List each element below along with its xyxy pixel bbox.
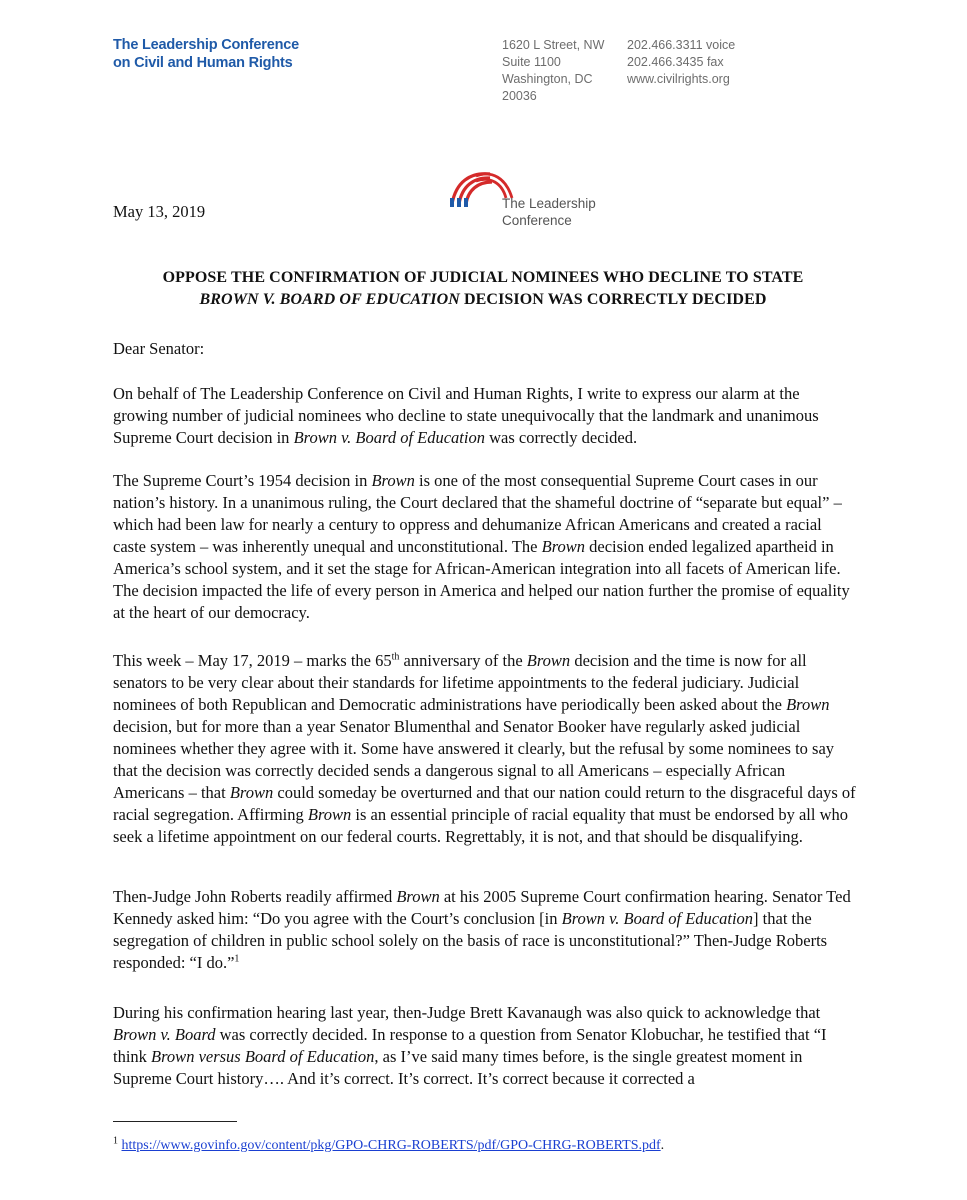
paragraph-5: During his confirmation hearing last year, then-Judge Brett Kavanaugh was also quick to acknowledge that Brown v. Board was correctly decided. In response to a question from Senator Klobuchar, he testified that “I think Brown versus Board of Education, as I’ve said many times before, is the single greatest moment in Supreme Court history…. And it’s correct. It’s correct. It’s correct because it corrected a	[113, 1003, 827, 1088]
logo-wordmark-line-2: Conference	[502, 213, 572, 228]
organization-name	[113, 36, 299, 72]
footnote-ref: 1	[234, 953, 240, 965]
title-line-2: BROWN V. BOARD OF EDUCATION DECISION WAS CORRECTLY DECIDED	[199, 291, 767, 308]
letter-title	[113, 267, 853, 311]
address-line: 1620 L Street, NW	[502, 38, 605, 52]
org-name-line-1: The Leadership Conference	[113, 37, 299, 53]
contact-info	[627, 37, 735, 88]
mailing-address	[502, 37, 604, 105]
address-line: Washington, DC	[502, 72, 593, 86]
phone-voice: 202.466.3311 voice	[627, 38, 736, 52]
address-line: Suite 1100	[502, 55, 561, 69]
paragraph-2: The Supreme Court’s 1954 decision in Brown is one of the most consequential Supreme Court cases in our nation’s history. In a unanimous ruling, the Court declared that the shameful doctrine of “separate but equal” – which had been law for nearly a century to oppress and dehumanize African Americans and created a racial caste system – was inherently unequal and unconstitutional. The Brown decision ended legalized apartheid in America’s school system, and it set the stage for African-American integration into all facets of American life. The decision impacted the life of every person in America and helped our nation further the promise of equality at the heart of our democracy.	[113, 471, 850, 622]
paragraph-1: On behalf of The Leadership Conference on Civil and Human Rights, I write to express our alarm at the growing number of judicial nominees who decline to state unequivocally that the landmark and unanimous Supreme Court decision in Brown v. Board of Education was correctly decided.	[113, 384, 819, 447]
footnote-link[interactable]: https://www.govinfo.gov/content/pkg/GPO-CHRG-ROBERTS/pdf/GPO-CHRG-ROBERTS.pdf	[121, 1138, 661, 1153]
salutation: Dear Senator:	[113, 339, 205, 358]
case-name: BROWN V. BOARD OF EDUCATION	[199, 291, 460, 308]
title-line-1: OPPOSE THE CONFIRMATION OF JUDICIAL NOMINEES WHO DECLINE TO STATE	[162, 269, 804, 286]
logo-wordmark-line-1: The Leadership	[502, 196, 596, 211]
letter-date: May 13, 2019	[113, 202, 206, 221]
address-line: 20036	[502, 89, 537, 103]
org-name-line-2: on Civil and Human Rights	[113, 55, 293, 71]
paragraph-3: This week – May 17, 2019 – marks the 65th anniversary of the Brown decision and the time is now for all senators to be very clear about their standards for lifetime appointments to the federal judiciary. Judicial nominees of both Republican and Democratic administrations have periodically been asked about the Brown decision, but for more than a year Senator Blumenthal and Senator Booker have regularly asked judicial nominees whether they agree with it. Some have answered it clearly, but the refusal by some nominees to say that the decision was correctly decided sends a dangerous signal to all Americans – especially African Americans – that Brown could someday be overturned and that our nation could return to the disgraceful days of racial segregation. Affirming Brown is an essential principle of racial equality that must be endorsed by all who seek a lifetime appointment on our federal courts. Regrettably, it is not, and that should be disqualifying.	[113, 651, 856, 846]
footnote: $^1$ https://www.govinfo.gov/content/pkg/GPO-CHRG-ROBERTS/pdf/GPO-CHRG-ROBERTS.pdf.	[113, 1135, 665, 1153]
footnote-number: 1	[113, 1135, 118, 1147]
logo-wordmark	[502, 195, 596, 229]
phone-fax: 202.466.3435 fax	[627, 55, 724, 69]
website: www.civilrights.org	[627, 72, 730, 86]
paragraph-4: Then-Judge John Roberts readily affirmed Brown at his 2005 Supreme Court confirmation hearing. Senator Ted Kennedy asked him: “Do you agree with the Court’s conclusion [in Brown v. Board of Education] that the segregation of children in public school solely on the basis of race is unconstitutional?” Then-Judge Roberts responded: “I do.”$^1$	[113, 887, 851, 972]
footnote-divider	[113, 1121, 237, 1122]
